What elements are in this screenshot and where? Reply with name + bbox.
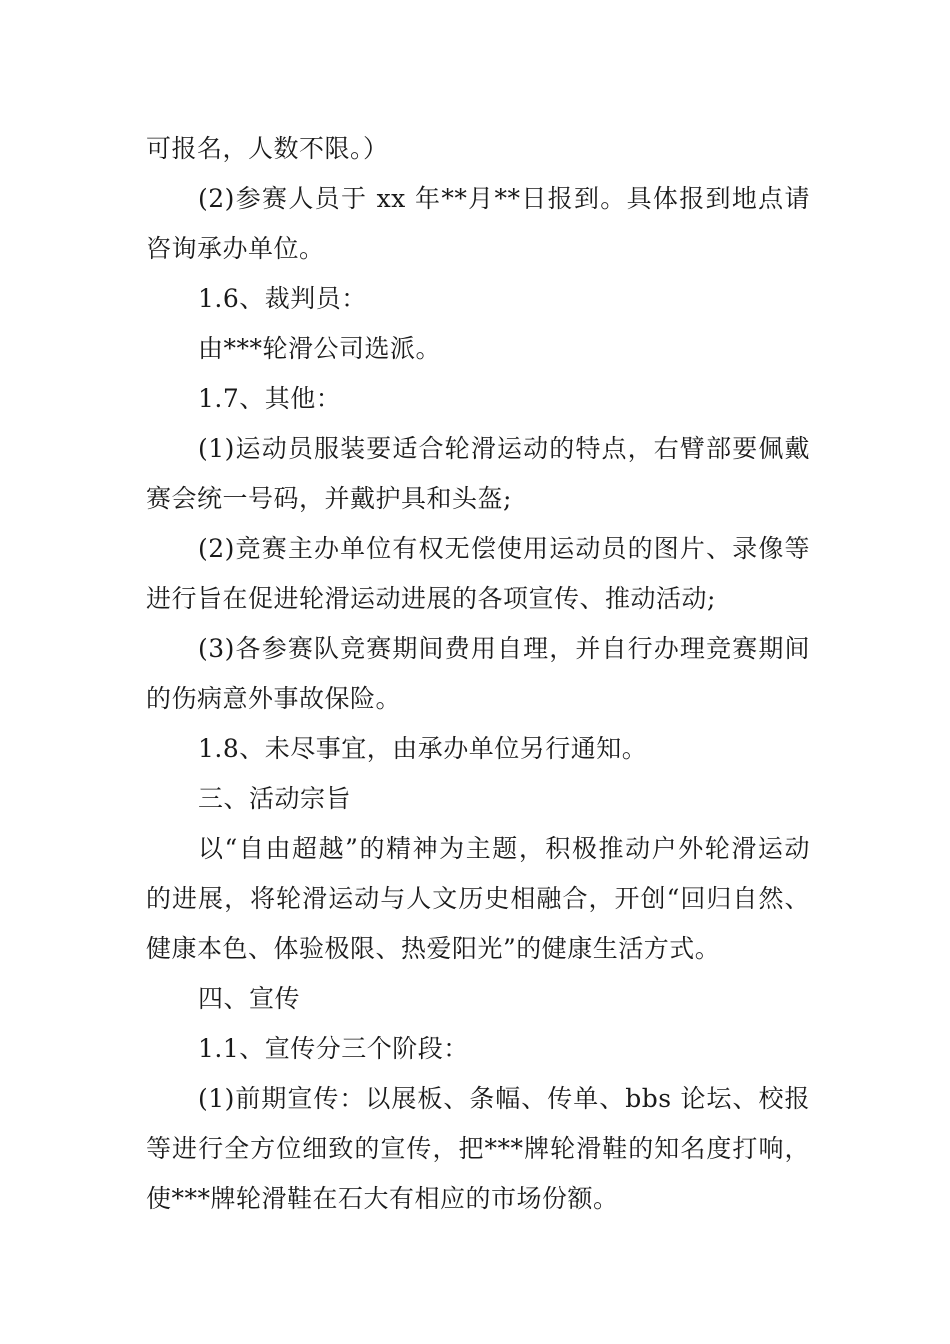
paragraph-early-publicity: (1)前期宣传：以展板、条幅、传单、bbs 论坛、校报等进行全方位细致的宣传，把***牌轮滑鞋的知名度打响，使***牌轮滑鞋在石大有相应的市场份额。: [146, 1084, 810, 1213]
heading-referees: 1.6、裁判员：: [198, 284, 367, 313]
paragraph-continuation: 可报名，人数不限。）: [146, 134, 389, 163]
paragraph-media-rights: (2)竞赛主办单位有权无偿使用运动员的图片、录像等进行旨在促进轮滑运动进展的各项宣传、推动活动;: [146, 534, 810, 613]
paragraph-misc: 1.8、未尽事宜，由承办单位另行通知。: [198, 734, 648, 763]
paragraph-attire: (1)运动员服装要适合轮滑运动的特点，右臂部要佩戴赛会统一号码，并戴护具和头盔;: [146, 434, 810, 513]
paragraph-referees: 由***轮滑公司选派。: [198, 334, 442, 363]
paragraph-expenses: (3)各参赛队竞赛期间费用自理，并自行办理竞赛期间的伤病意外事故保险。: [146, 634, 810, 713]
paragraph-registration: (2)参赛人员于 xx 年**月**日报到。具体报到地点请咨询承办单位。: [146, 184, 810, 263]
document-body: [146, 124, 810, 1224]
paragraph-purpose: 以“自由超越”的精神为主题，积极推动户外轮滑运动的进展，将轮滑运动与人文历史相融合，开创“回归自然、健康本色、体验极限、热爱阳光”的健康生活方式。: [146, 834, 810, 963]
heading-publicity-stages: 1.1、宣传分三个阶段：: [198, 1034, 469, 1063]
heading-purpose: 三、活动宗旨: [198, 784, 352, 813]
heading-publicity: 四、宣传: [198, 984, 301, 1013]
heading-other: 1.7、其他：: [198, 384, 342, 413]
